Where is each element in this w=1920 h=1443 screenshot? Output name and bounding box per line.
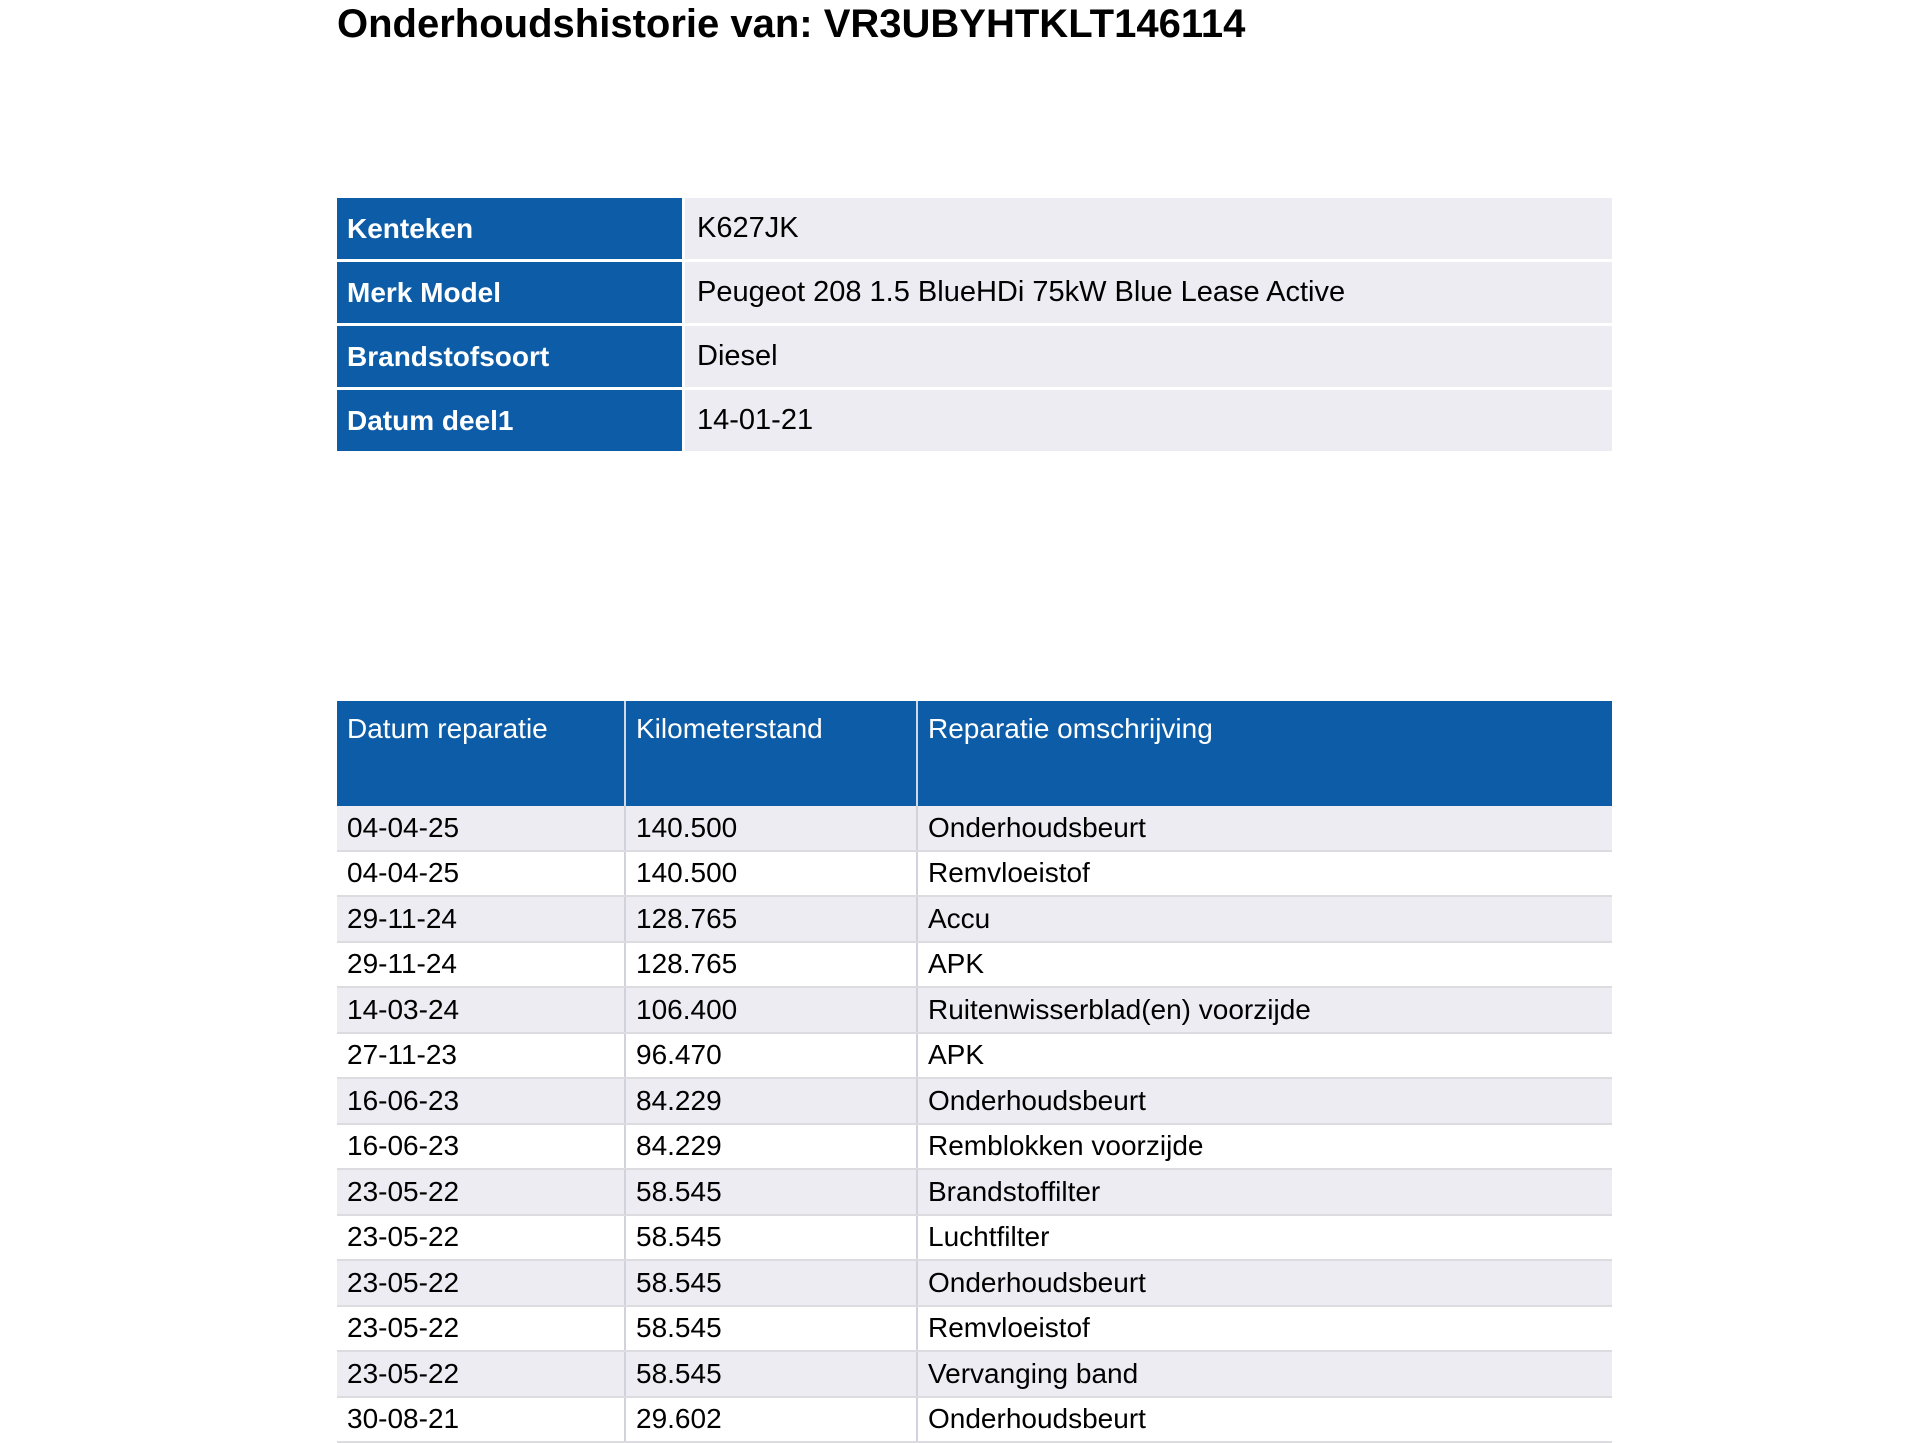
history-cell-kilometerstand: 140.500 xyxy=(626,806,918,850)
history-cell-omschrijving: Remvloeistof xyxy=(918,852,1612,896)
vehicle-info-row xyxy=(337,262,1612,323)
vehicle-info-value: 14-01-21 xyxy=(685,390,1612,451)
history-table-row xyxy=(337,1079,1612,1125)
history-header-row xyxy=(337,701,1612,806)
history-cell-omschrijving: Luchtfilter xyxy=(918,1216,1612,1260)
history-cell-kilometerstand: 58.545 xyxy=(626,1307,918,1351)
history-table-row xyxy=(337,1307,1612,1353)
history-table-row xyxy=(337,1125,1612,1171)
history-table-row xyxy=(337,852,1612,898)
history-cell-omschrijving: Accu xyxy=(918,897,1612,941)
history-cell-datum: 23-05-22 xyxy=(337,1170,626,1214)
history-cell-kilometerstand: 128.765 xyxy=(626,943,918,987)
history-cell-kilometerstand: 84.229 xyxy=(626,1079,918,1123)
history-cell-datum: 16-06-23 xyxy=(337,1079,626,1123)
vehicle-info-row xyxy=(337,198,1612,259)
history-header-kilometerstand: Kilometerstand xyxy=(626,701,918,806)
history-cell-datum: 14-03-24 xyxy=(337,988,626,1032)
history-cell-datum: 27-11-23 xyxy=(337,1034,626,1078)
history-table-row xyxy=(337,1170,1612,1216)
vehicle-info-label: Merk Model xyxy=(337,262,682,323)
history-table-row xyxy=(337,988,1612,1034)
history-cell-kilometerstand: 29.602 xyxy=(626,1398,918,1442)
history-table-row xyxy=(337,1034,1612,1080)
history-cell-kilometerstand: 128.765 xyxy=(626,897,918,941)
history-cell-kilometerstand: 84.229 xyxy=(626,1125,918,1169)
history-cell-omschrijving: Onderhoudsbeurt xyxy=(918,1398,1612,1442)
history-table-row xyxy=(337,1216,1612,1262)
history-cell-datum: 23-05-22 xyxy=(337,1307,626,1351)
history-cell-omschrijving: APK xyxy=(918,943,1612,987)
history-cell-datum: 23-05-22 xyxy=(337,1216,626,1260)
history-table-row xyxy=(337,806,1612,852)
history-table-row xyxy=(337,1352,1612,1398)
history-header-datum-reparatie: Datum reparatie xyxy=(337,701,626,806)
history-cell-kilometerstand: 140.500 xyxy=(626,852,918,896)
history-table-row xyxy=(337,943,1612,989)
history-table-row xyxy=(337,897,1612,943)
history-cell-omschrijving: Onderhoudsbeurt xyxy=(918,1261,1612,1305)
history-cell-kilometerstand: 58.545 xyxy=(626,1352,918,1396)
vehicle-info-label: Brandstofsoort xyxy=(337,326,682,387)
vehicle-info-value: K627JK xyxy=(685,198,1612,259)
vehicle-info-value: Diesel xyxy=(685,326,1612,387)
history-cell-datum: 29-11-24 xyxy=(337,943,626,987)
history-cell-datum: 23-05-22 xyxy=(337,1261,626,1305)
history-cell-datum: 04-04-25 xyxy=(337,806,626,850)
history-cell-datum: 04-04-25 xyxy=(337,852,626,896)
history-cell-kilometerstand: 106.400 xyxy=(626,988,918,1032)
history-cell-datum: 16-06-23 xyxy=(337,1125,626,1169)
history-table-row xyxy=(337,1261,1612,1307)
vehicle-info-label: Kenteken xyxy=(337,198,682,259)
history-cell-datum: 30-08-21 xyxy=(337,1398,626,1442)
history-cell-omschrijving: Remblokken voorzijde xyxy=(918,1125,1612,1169)
history-cell-kilometerstand: 58.545 xyxy=(626,1170,918,1214)
history-cell-omschrijving: APK xyxy=(918,1034,1612,1078)
history-table-body xyxy=(337,806,1612,1443)
history-table-row xyxy=(337,1398,1612,1443)
history-cell-datum: 29-11-24 xyxy=(337,897,626,941)
history-cell-omschrijving: Remvloeistof xyxy=(918,1307,1612,1351)
vehicle-info-row xyxy=(337,326,1612,387)
vehicle-info-value: Peugeot 208 1.5 BlueHDi 75kW Blue Lease Active xyxy=(685,262,1612,323)
page-title: Onderhoudshistorie van: VR3UBYHTKLT146114 xyxy=(337,2,1245,47)
vehicle-info-table xyxy=(337,198,1612,454)
history-cell-kilometerstand: 58.545 xyxy=(626,1216,918,1260)
history-cell-omschrijving: Brandstoffilter xyxy=(918,1170,1612,1214)
history-cell-omschrijving: Vervanging band xyxy=(918,1352,1612,1396)
history-cell-omschrijving: Onderhoudsbeurt xyxy=(918,1079,1612,1123)
history-header-reparatie-omschrijving: Reparatie omschrijving xyxy=(918,701,1612,806)
history-cell-kilometerstand: 58.545 xyxy=(626,1261,918,1305)
history-table xyxy=(337,701,1612,1443)
history-cell-omschrijving: Ruitenwisserblad(en) voorzijde xyxy=(918,988,1612,1032)
vehicle-info-row xyxy=(337,390,1612,451)
history-cell-omschrijving: Onderhoudsbeurt xyxy=(918,806,1612,850)
history-cell-datum: 23-05-22 xyxy=(337,1352,626,1396)
history-cell-kilometerstand: 96.470 xyxy=(626,1034,918,1078)
vehicle-info-label: Datum deel1 xyxy=(337,390,682,451)
